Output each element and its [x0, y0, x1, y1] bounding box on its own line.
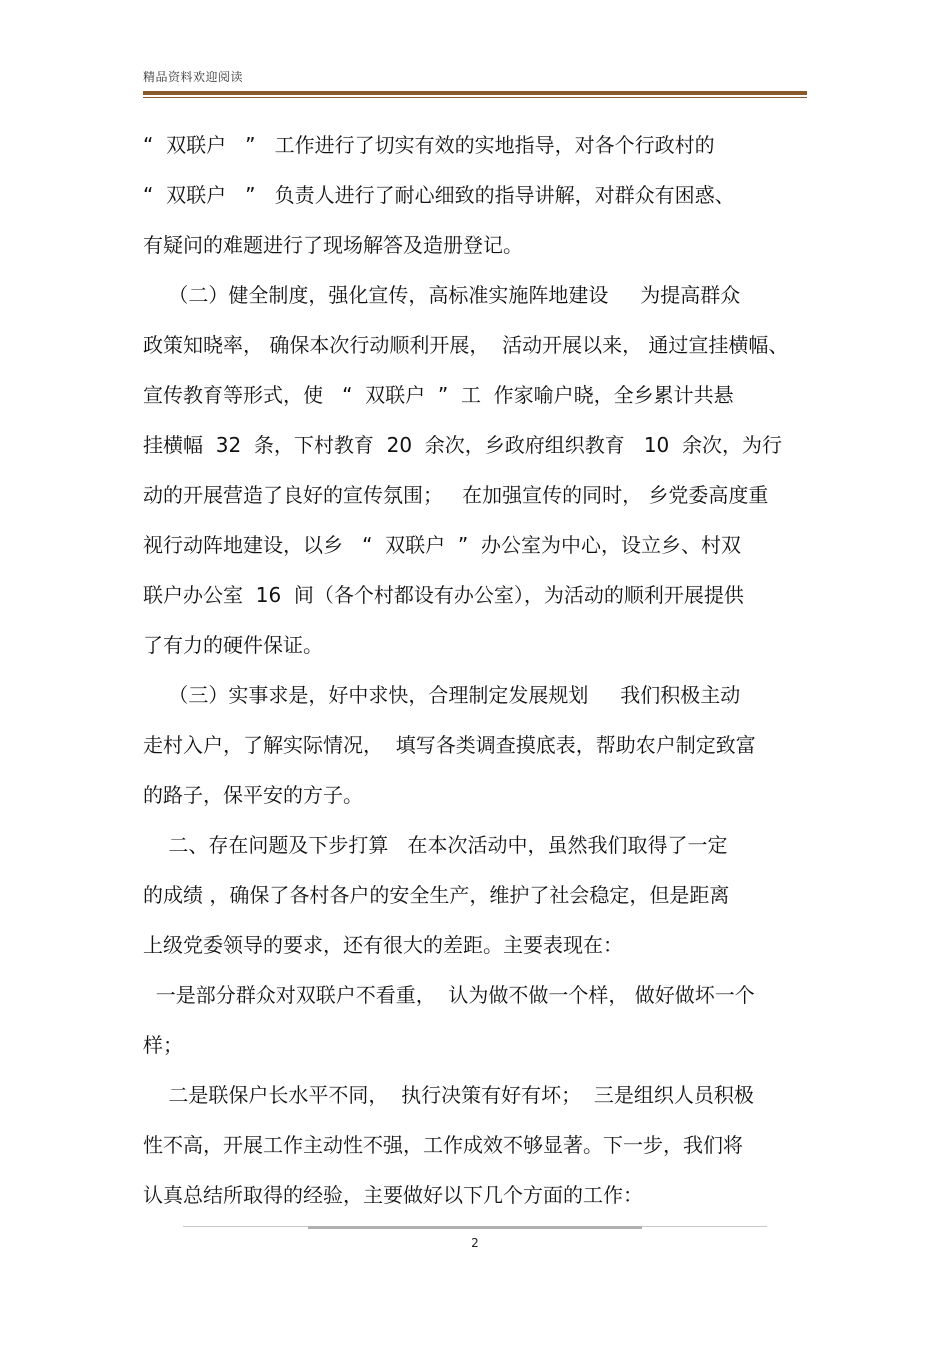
body-line: 上级党委领导的要求，还有很大的差距。主要表现在：: [143, 933, 623, 957]
body-line: 动的开展营造了良好的宣传氛围； 在加强宣传的同时， 乡党委高度重: [143, 483, 769, 507]
body-line: 的路子，保平安的方子。: [143, 783, 363, 807]
body-line: 样；: [143, 1033, 183, 1057]
page-header-title: 精品资料欢迎阅读: [143, 70, 244, 84]
body-line: 认真总结所取得的经验，主要做好以下几个方面的工作：: [143, 1183, 643, 1207]
document-body: [143, 120, 807, 1220]
header-divider-thin: [143, 97, 807, 98]
body-line: 政策知晓率， 确保本次行动顺利开展， 活动开展以来， 通过宣挂横幅、: [143, 333, 789, 357]
body-line: 了有力的硬件保证。: [143, 633, 323, 657]
body-line: 联户办公室 16 间（各个村都设有办公室），为活动的顺利开展提供: [143, 583, 744, 607]
body-line: 性不高，开展工作主动性不强，工作成效不够显著。下一步，我们将: [143, 1133, 743, 1157]
footer-divider-accent: [308, 1226, 642, 1229]
body-line: 二是联保户长水平不同， 执行决策有好有坏； 三是组织人员积极: [143, 1083, 754, 1107]
body-line: “ 双联户 ” 工作进行了切实有效的实地指导，对各个行政村的: [143, 133, 715, 157]
header-divider-thick: [143, 91, 807, 95]
body-line: 有疑问的难题进行了现场解答及造册登记。: [143, 233, 523, 257]
body-line: 视行动阵地建设，以乡 “ 双联户 ” 办公室为中心，设立乡、村双: [143, 533, 741, 557]
page-number: 2: [471, 1236, 479, 1250]
body-line: 二、存在问题及下步打算 在本次活动中，虽然我们取得了一定: [143, 833, 728, 857]
body-line: 挂横幅 32 条，下村教育 20 余次，乡政府组织教育 10 余次，为行: [143, 433, 782, 457]
body-line: （三）实事求是，好中求快，合理制定发展规划 我们积极主动: [143, 683, 741, 707]
body-line: 的成绩 ，确保了各村各户的安全生产，维护了社会稳定，但是距离: [143, 883, 730, 907]
body-line: （二）健全制度，强化宣传，高标准实施阵地建设 为提高群众: [143, 283, 741, 307]
body-line: 一是部分群众对双联户不看重， 认为做不做一个样， 做好做坏一个: [143, 983, 755, 1007]
body-line: 宣传教育等形式，使 “ 双联户 ” 工 作家喻户晓，全乡累计共悬: [143, 383, 734, 407]
body-line: “ 双联户 ” 负责人进行了耐心细致的指导讲解，对群众有困惑、: [143, 183, 735, 207]
body-line: 走村入户，了解实际情况， 填写各类调查摸底表，帮助农户制定致富: [143, 733, 756, 757]
